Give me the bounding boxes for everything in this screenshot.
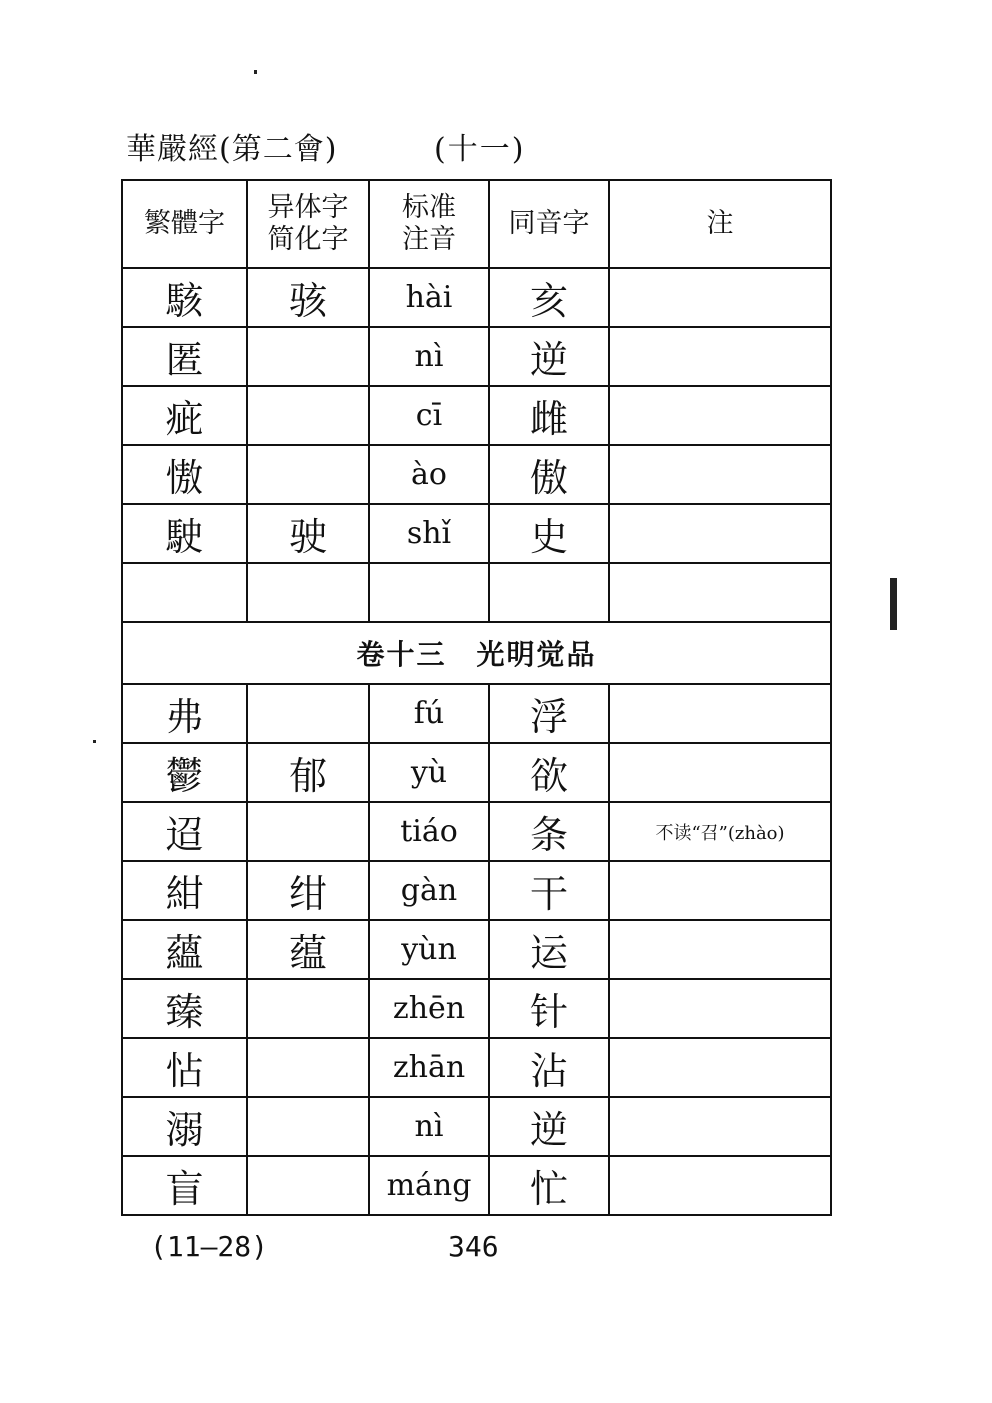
homophone: 欲 (489, 743, 609, 802)
col-header-pinyin: 标准 注音 (369, 180, 489, 268)
pinyin: nì (369, 1097, 489, 1156)
note (609, 1097, 831, 1156)
homophone: 浮 (489, 684, 609, 743)
table-row (122, 920, 831, 979)
homophone (489, 563, 609, 622)
table-row (122, 979, 831, 1038)
pinyin: gàn (369, 861, 489, 920)
pinyin: shǐ (369, 504, 489, 563)
simplified-char (247, 327, 369, 386)
traditional-char: 蘊 (122, 920, 247, 979)
traditional-char: 迢 (122, 802, 247, 861)
homophone: 逆 (489, 327, 609, 386)
note (609, 268, 831, 327)
homophone: 运 (489, 920, 609, 979)
table-row (122, 386, 831, 445)
pinyin: hài (369, 268, 489, 327)
note (609, 1156, 831, 1215)
table-header-row (122, 180, 831, 268)
pinyin (369, 563, 489, 622)
note (609, 445, 831, 504)
table-row (122, 563, 831, 622)
traditional-char: 鬱 (122, 743, 247, 802)
table-row (122, 802, 831, 861)
simplified-char: 驶 (247, 504, 369, 563)
table-row (122, 327, 831, 386)
scan-speck (93, 740, 96, 743)
page-header (126, 124, 526, 168)
traditional-char: 匿 (122, 327, 247, 386)
traditional-char: 弗 (122, 684, 247, 743)
simplified-char (247, 1156, 369, 1215)
pinyin: yù (369, 743, 489, 802)
simplified-char (247, 802, 369, 861)
table-row (122, 1038, 831, 1097)
pinyin: zhān (369, 1038, 489, 1097)
pinyin: yùn (369, 920, 489, 979)
simplified-char (247, 684, 369, 743)
table-row (122, 268, 831, 327)
footer-code: (11—28) (150, 1230, 269, 1263)
table-row (122, 743, 831, 802)
simplified-char: 郁 (247, 743, 369, 802)
note (609, 743, 831, 802)
simplified-char: 绀 (247, 861, 369, 920)
col-header-traditional: 繁體字 (122, 180, 247, 268)
homophone: 亥 (489, 268, 609, 327)
homophone: 沾 (489, 1038, 609, 1097)
homophone: 史 (489, 504, 609, 563)
homophone: 针 (489, 979, 609, 1038)
table-row (122, 504, 831, 563)
pinyin: zhēn (369, 979, 489, 1038)
section-row (122, 622, 831, 684)
homophone: 逆 (489, 1097, 609, 1156)
note (609, 979, 831, 1038)
note (609, 563, 831, 622)
note (609, 327, 831, 386)
traditional-char: 溺 (122, 1097, 247, 1156)
note (609, 920, 831, 979)
traditional-char (122, 563, 247, 622)
pinyin: ào (369, 445, 489, 504)
note (609, 861, 831, 920)
traditional-char: 駛 (122, 504, 247, 563)
note (609, 1038, 831, 1097)
simplified-char (247, 386, 369, 445)
simplified-char: 骇 (247, 268, 369, 327)
character-table (121, 179, 832, 1216)
homophone: 忙 (489, 1156, 609, 1215)
traditional-char: 盲 (122, 1156, 247, 1215)
pinyin: cī (369, 386, 489, 445)
scan-binding-mark (890, 578, 897, 630)
table-row (122, 445, 831, 504)
table-row (122, 1097, 831, 1156)
simplified-char (247, 563, 369, 622)
col-header-variant-simplified: 异体字 简化字 (247, 180, 369, 268)
col-header-note: 注 (609, 180, 831, 268)
note (609, 684, 831, 743)
traditional-char: 疵 (122, 386, 247, 445)
simplified-char: 蕴 (247, 920, 369, 979)
pinyin: nì (369, 327, 489, 386)
pinyin: tiáo (369, 802, 489, 861)
table-row (122, 684, 831, 743)
homophone: 条 (489, 802, 609, 861)
traditional-char: 臻 (122, 979, 247, 1038)
section-title: 卷十三 光明觉品 (122, 622, 831, 684)
note (609, 386, 831, 445)
simplified-char (247, 1097, 369, 1156)
book-title: 華嚴經(第二會) (126, 132, 338, 167)
traditional-char: 駭 (122, 268, 247, 327)
page-number: 346 (448, 1230, 499, 1263)
homophone: 干 (489, 861, 609, 920)
table-row (122, 861, 831, 920)
simplified-char (247, 979, 369, 1038)
simplified-char (247, 1038, 369, 1097)
simplified-char (247, 445, 369, 504)
pinyin: máng (369, 1156, 489, 1215)
col-header-homophone: 同音字 (489, 180, 609, 268)
note: 不读“召”(zhào) (609, 802, 831, 861)
homophone: 傲 (489, 445, 609, 504)
traditional-char: 紺 (122, 861, 247, 920)
scan-speck (254, 70, 257, 74)
pinyin: fú (369, 684, 489, 743)
volume-number: (十一) (434, 132, 526, 167)
traditional-char: 慠 (122, 445, 247, 504)
table-row (122, 1156, 831, 1215)
note (609, 504, 831, 563)
traditional-char: 怗 (122, 1038, 247, 1097)
homophone: 雌 (489, 386, 609, 445)
